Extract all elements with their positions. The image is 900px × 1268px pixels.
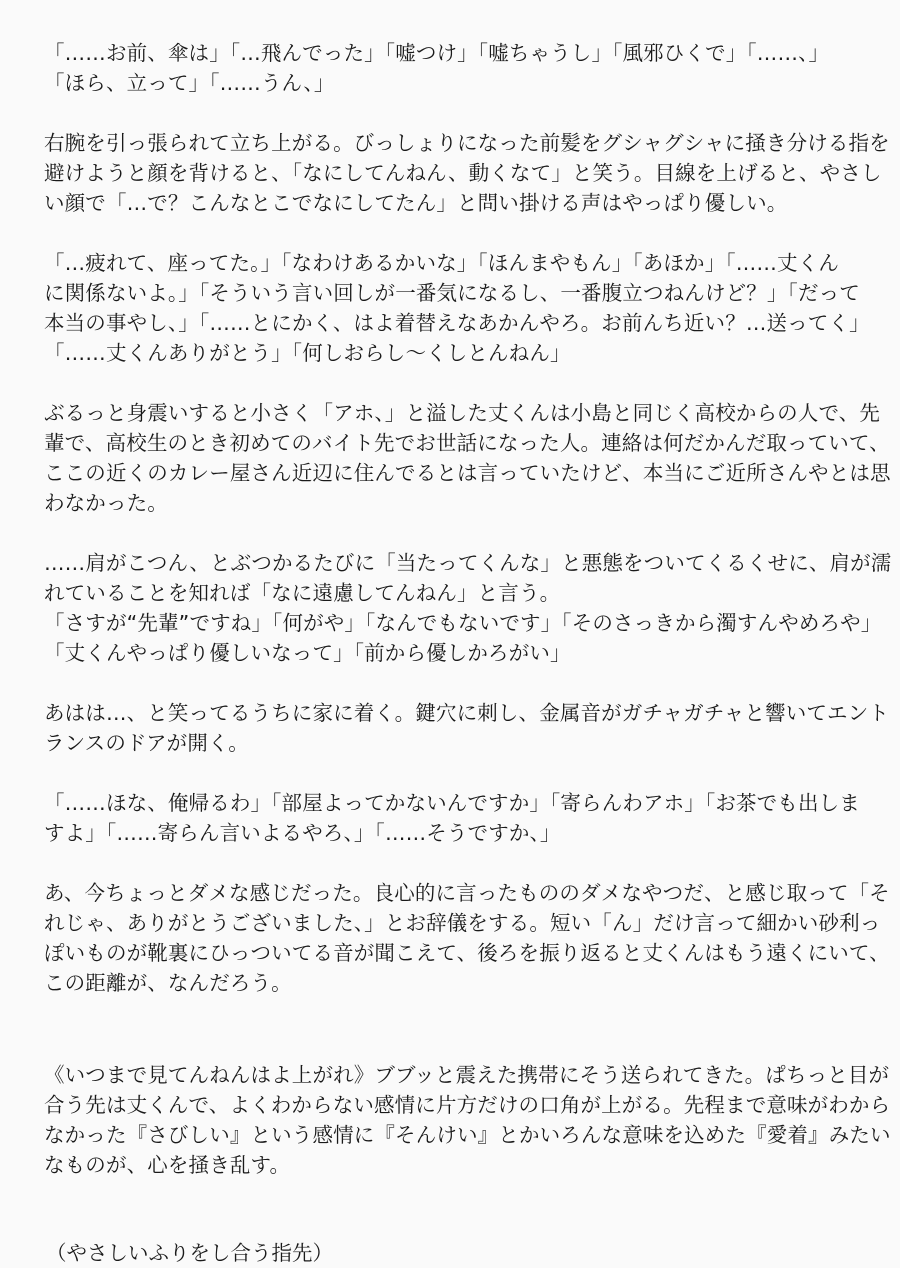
text-line: 「……ほな、俺帰るわ」「部屋よってかないんですか」「寄らんわアホ」「お茶でも出しま [44, 791, 860, 815]
story-title: （やさしいふりをし合う指先） [46, 1241, 333, 1265]
paragraph-8 [44, 878, 890, 998]
text-line: 「さすが“先輩”ですね」「何がや」「なんでもないです」「そのさっきから濁すんやめろや」 [44, 611, 882, 635]
paragraph-1 [44, 38, 874, 98]
paragraph-2 [44, 128, 890, 218]
paragraph-4 [44, 398, 891, 518]
text-line: あ、今ちょっとダメな感じだった。良心的に言ったもののダメなやつだ、と感じ取って「そ [44, 881, 890, 905]
text-line: れていることを知れば「なに遠慮してんねん」と言う。 [44, 581, 561, 605]
text-line: わなかった。 [44, 491, 168, 515]
text-line: ぽいものが靴裏にひっついてる音が聞こえて、後ろを振り返ると丈くんはもう遠くにいて、 [44, 941, 890, 965]
text-line: 本当の事やし、」「……とにかく、はよ着替えなあかんやろ。お前んち近い？…送ってく」 [44, 311, 870, 335]
text-line: 「丈くんやっぱり優しいなって」「前から優しかろがい」 [44, 641, 571, 665]
text-line: ランスのドアが開く。 [44, 731, 249, 755]
text-line: なものが、心を掻き乱す。 [44, 1153, 291, 1177]
paragraph-6 [44, 698, 890, 758]
text-line: い顔で「…で？こんなとこでなにしてたん」と問い掛ける声はやっぱり優しい。 [44, 191, 788, 215]
text-line: 右腕を引っ張られて立ち上がる。びっしょりになった前髪をグシャグシャに掻き分ける指を [44, 131, 890, 155]
text-line: すよ」「……寄らん言いよるやろ、」「……そうですか、」 [44, 821, 561, 845]
text-line: 輩で、高校生のとき初めてのバイト先でお世話になった人。連絡は何だかんだ取っていて、 [44, 431, 890, 455]
paragraph-9 [44, 1060, 891, 1180]
text-line: 避けようと顔を背けると、「なにしてんねん、動くなて」と笑う。目線を上げると、やさし [44, 161, 882, 185]
text-line: に関係ないよ。」「そういう言い回しが一番気になるし、一番腹立つねんけど？」「だって [44, 281, 860, 305]
paragraph-5 [44, 548, 892, 668]
text-line: 合う先は丈くんで、よくわからない感情に片方だけの口角が上がる。先程まで意味がわから [44, 1093, 891, 1117]
text-line: ぶるっと身震いすると小さく「アホ、」と溢した丈くんは小島と同じく高校からの人で、先 [44, 401, 880, 425]
text-line: なかった『さびしい』という感情に『そんけい』とかいろんな意味を込めた『愛着』みたい [44, 1123, 891, 1147]
paragraph-7 [44, 788, 874, 848]
text-line: 「…疲れて、座ってた。」「なわけあるかいな」「ほんまやもん」「あほか」「……丈くん [44, 251, 839, 275]
text-line: ここの近くのカレー屋さん近辺に住んでるとは言っていたけど、本当にご近所さんやとは思 [44, 461, 891, 485]
text-line: ……肩がこつん、とぶつかるたびに「当たってくんな」と悪態をついてくるくせに、肩が濡 [44, 551, 892, 575]
text-line: 「ほら、立って」「……うん、」 [44, 71, 335, 95]
text-line: 「……丈くんありがとう」「何しおらし〜くしとんねん」 [44, 341, 571, 365]
text-line: この距離が、なんだろう。 [44, 971, 292, 995]
text-line: れじゃ、ありがとうございました、」とお辞儀をする。短い「ん」だけ言って細かい砂利っ [44, 911, 881, 935]
text-line: 《いつまで見てんねんはよ上がれ》ブブッと震えた携帯にそう送られてきた。ぱちっと目が [44, 1063, 890, 1087]
text-line: あはは…、と笑ってるうちに家に着く。鍵穴に刺し、金属音がガチャガチャと響いてエント [44, 701, 890, 725]
paragraph-3 [44, 248, 874, 368]
text-line: 「……お前、傘は」「…飛んでった」「嘘つけ」「嘘ちゃうし」「風邪ひくで」「……、」 [44, 41, 830, 65]
